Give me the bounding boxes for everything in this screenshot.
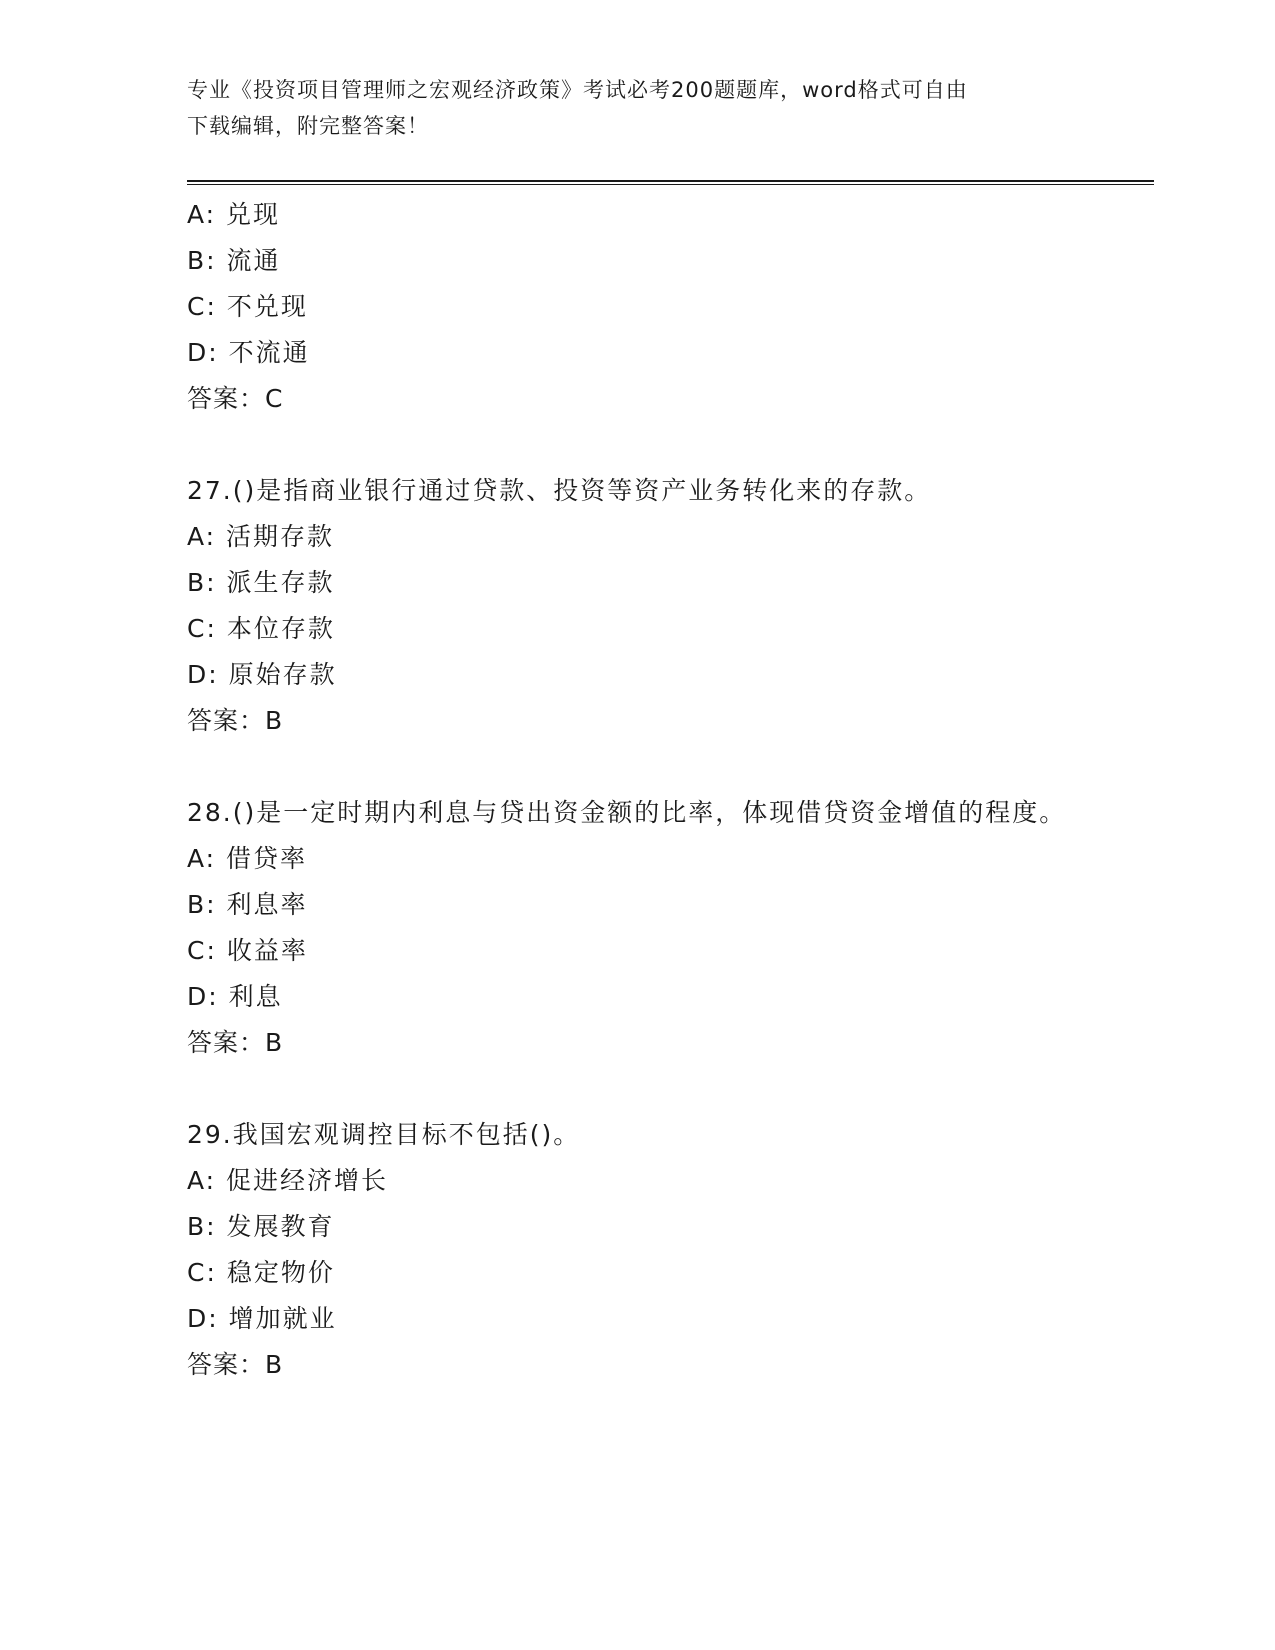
question-block [187,192,1087,422]
option-d: D: 不流通 [187,338,310,367]
answer-line: 答案：B [187,706,284,735]
block-spacer [187,744,1087,790]
document-header [187,72,1087,144]
header-divider [187,180,1154,185]
question-text: 29.我国宏观调控目标不包括()。 [187,1120,581,1149]
answer-line: 答案：C [187,384,284,413]
option-d: D: 原始存款 [187,660,337,689]
answer-line: 答案：B [187,1350,284,1379]
option-a: A: 兑现 [187,200,281,229]
option-a: A: 借贷率 [187,844,308,873]
option-d: D: 利息 [187,982,283,1011]
option-c: C: 不兑现 [187,292,308,321]
question-list [187,192,1087,1388]
question-text: 27.()是指商业银行通过贷款、投资等资产业务转化来的存款。 [187,476,932,505]
header-line-2: 下载编辑，附完整答案！ [187,114,429,138]
option-d: D: 增加就业 [187,1304,337,1333]
option-a: A: 活期存款 [187,522,335,551]
question-block [187,1112,1087,1388]
option-b: B: 派生存款 [187,568,335,597]
option-c: C: 本位存款 [187,614,335,643]
option-a: A: 促进经济增长 [187,1166,389,1195]
option-b: B: 发展教育 [187,1212,335,1241]
answer-line: 答案：B [187,1028,284,1057]
block-spacer [187,1066,1087,1112]
option-b: B: 流通 [187,246,281,275]
question-block [187,468,1087,744]
option-c: C: 稳定物价 [187,1258,335,1287]
block-spacer [187,422,1087,468]
option-b: B: 利息率 [187,890,308,919]
question-block [187,790,1087,1066]
option-c: C: 收益率 [187,936,308,965]
question-text: 28.()是一定时期内利息与贷出资金额的比率，体现借贷资金增值的程度。 [187,798,1067,827]
header-line-1: 专业《投资项目管理师之宏观经济政策》考试必考200题题库，word格式可自由 [187,78,968,102]
